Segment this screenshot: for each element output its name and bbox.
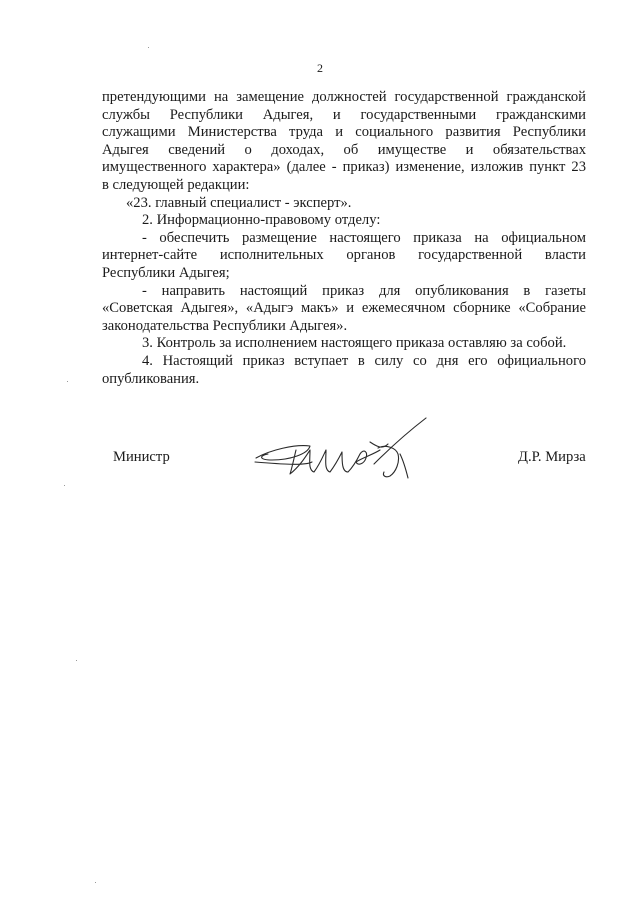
clause-2-item-2: - направить настоящий приказ для опубликования в газеты: [142, 282, 586, 299]
handwritten-signature: [250, 414, 440, 494]
clause-4: 4. Настоящий приказ вступает в силу со дня его официального: [142, 352, 586, 369]
text-line: претендующими на замещение должностей государственной гражданской: [102, 89, 586, 105]
text-line: службы Республики Адыгея, и государственными гражданскими: [102, 106, 586, 123]
text-line: опубликования.: [102, 370, 200, 387]
signatory-title: Министр: [113, 449, 170, 465]
text-line: Республики Адыгея;: [102, 264, 230, 281]
scan-speck: [67, 381, 68, 382]
clause-3: 3. Контроль за исполнением настоящего приказа оставляю за собой.: [142, 335, 567, 352]
scan-speck: [64, 485, 65, 486]
text-line: в следующей редакции:: [102, 176, 250, 193]
clause-2: 2. Информационно-правовому отделу:: [142, 212, 381, 229]
document-body: [102, 89, 586, 388]
text-line: «Советская Адыгея», «Адыгэ макъ» и ежемесячном сборнике «Собрание: [102, 300, 586, 317]
scan-speck: [148, 47, 149, 48]
text-line: интернет-сайте исполнительных органов государственной власти: [102, 247, 586, 264]
text-line: законодательства Республики Адыгея».: [102, 317, 348, 334]
text-line: служащими Министерства труда и социального развития Республики: [102, 124, 586, 141]
page-number: 2: [317, 61, 323, 75]
quoted-item: «23. главный специалист - эксперт».: [126, 194, 352, 211]
scan-speck: [76, 660, 77, 661]
signatory-name: Д.Р. Мирза: [518, 449, 586, 465]
text-line: имущественного характера» (далее - приказ) изменение, изложив пункт 23: [102, 159, 586, 176]
scan-speck: [95, 882, 96, 883]
clause-2-item-1: - обеспечить размещение настоящего приказа на официальном: [142, 229, 586, 246]
text-line: Адыгея сведений о доходах, об имуществе и обязательствах: [102, 141, 586, 158]
